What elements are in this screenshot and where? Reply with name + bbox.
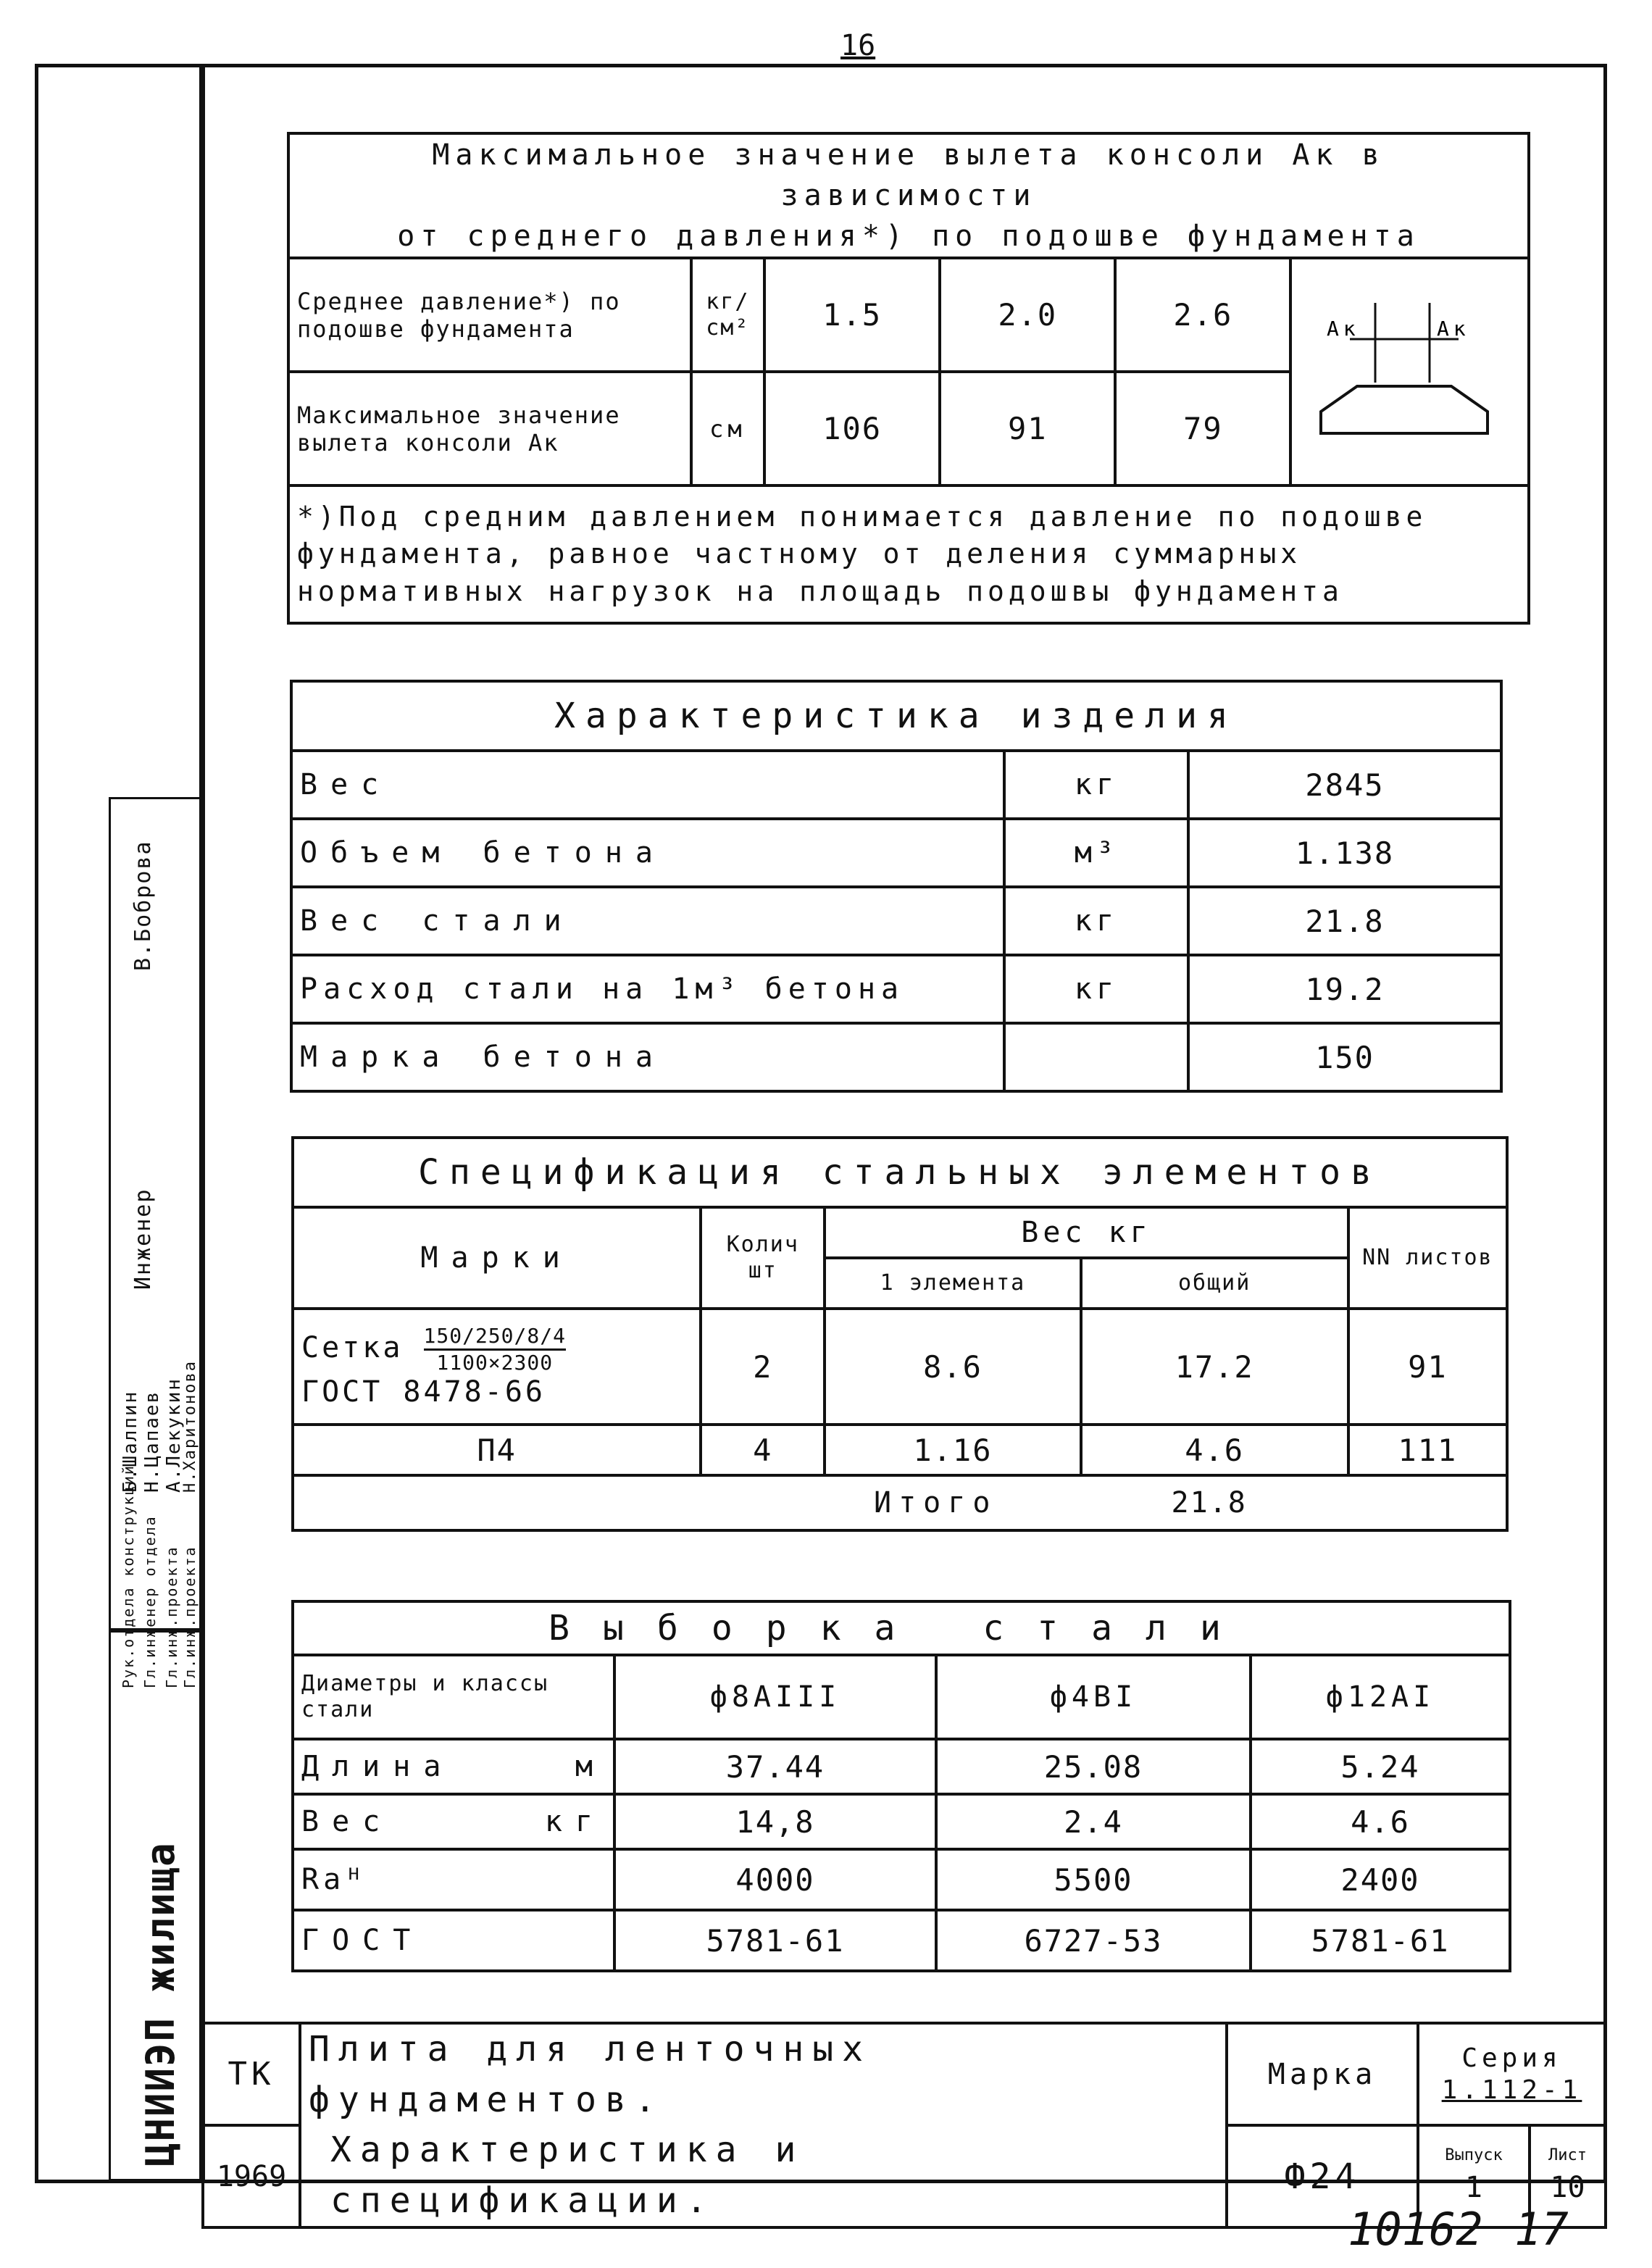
char-row-value: 150 (1188, 1023, 1501, 1091)
mesh-qty: 2 (701, 1309, 825, 1425)
sidebar-engineer-name: В.Боброва (130, 840, 156, 971)
stamp-year: 1969 (203, 2125, 300, 2227)
char-row-value: 2845 (1188, 751, 1501, 819)
char-row-label: Расход стали на 1м³ бетона (291, 955, 1004, 1023)
stamp-title-2: Характеристика и спецификации. (330, 2130, 805, 2221)
mesh-one: 8.6 (825, 1309, 1080, 1425)
sidebar-role-1: Рук.отдела конструкций (120, 1464, 137, 1688)
steel-cell: 2.4 (936, 1794, 1251, 1849)
stamp-seria (1418, 2023, 1606, 2125)
characteristics-title: Характеристика изделия (291, 681, 1501, 751)
diagram-label-left: Ак (1327, 317, 1361, 341)
sidebar-name-3: А.Лекукин (163, 1377, 185, 1493)
steel-col: ф4ВI (936, 1655, 1251, 1739)
steel-cell: 5.24 (1251, 1739, 1510, 1794)
stamp-vypusk-value: 1 (1464, 2171, 1482, 2205)
steel-row-label: Вес кг (293, 1794, 614, 1849)
pressure-value: 1.5 (764, 258, 940, 372)
steel-cell: 5500 (936, 1849, 1251, 1910)
col-weight: Вес кг (825, 1207, 1348, 1258)
bottom-number-left: 10162 (1348, 2203, 1483, 2256)
col-one-element: 1 элемента (825, 1258, 1080, 1309)
steel-cell: 5781-61 (1251, 1910, 1510, 1971)
stamp-vypusk-label: Выпуск (1445, 2146, 1503, 2165)
char-row-value: 19.2 (1188, 955, 1501, 1023)
steel-col: ф8АIII (614, 1655, 936, 1739)
steel-selection-table (291, 1600, 1511, 1972)
steel-row-label: Rаᴴ (293, 1849, 614, 1910)
console-table (287, 132, 1530, 625)
steel-cell: 14,8 (614, 1794, 936, 1849)
stamp-title (300, 2023, 1227, 2227)
char-row-unit: м³ (1004, 819, 1188, 887)
char-row-unit: кг (1004, 887, 1188, 955)
stamp-tk: ТК (203, 2023, 300, 2125)
steel-row-label: ГОСТ (293, 1910, 614, 1971)
steel-head-label: Диаметры и классы стали (293, 1655, 614, 1739)
p4-total: 4.6 (1081, 1425, 1348, 1475)
char-row-label: Вес (291, 751, 1004, 819)
char-row-unit (1004, 1023, 1188, 1091)
title-block (201, 2022, 1607, 2229)
steel-cell: 4.6 (1251, 1794, 1510, 1849)
console-table-title-1: Максимальное значение вылета консоли Ак в зависимости (432, 138, 1385, 212)
console-value: 106 (764, 372, 940, 485)
p4-qty: 4 (701, 1425, 825, 1475)
char-row-unit: кг (1004, 955, 1188, 1023)
col-total: общий (1081, 1258, 1348, 1309)
sidebar-role-2: Гл.инженер отдела (141, 1515, 159, 1688)
steel-cell: 2400 (1251, 1849, 1510, 1910)
mesh-name: Сетка (301, 1331, 404, 1364)
mesh-gost: ГОСТ 8478-66 (301, 1375, 546, 1409)
pressure-value: 2.0 (940, 258, 1115, 372)
total-label: Итого (874, 1486, 998, 1519)
steel-cell: 37.44 (614, 1739, 936, 1794)
console-unit: см (691, 372, 765, 485)
mesh-total: 17.2 (1081, 1309, 1348, 1425)
char-row-value: 1.138 (1188, 819, 1501, 887)
stamp-list-label: Лист (1548, 2146, 1587, 2165)
steel-cell: 25.08 (936, 1739, 1251, 1794)
mesh-sheet: 91 (1348, 1309, 1507, 1425)
steel-cell: 6727-53 (936, 1910, 1251, 1971)
col-sheets: NN листов (1348, 1207, 1507, 1309)
steel-selection-title: Выборка стали (293, 1601, 1510, 1655)
sidebar-org: ЦНИИЭП жилища (138, 1841, 183, 2167)
console-table-title-2: от среднего давления*) по подошве фундамента (397, 220, 1420, 253)
col-qty: Колич шт (701, 1207, 825, 1309)
char-row-value: 21.8 (1188, 887, 1501, 955)
console-value: 91 (940, 372, 1115, 485)
console-note: *)Под средним давлением понимается давление по подошве фундамента, равное частному от деления суммарных нормативных нагрузок на площадь подошвы фундамента (288, 485, 1529, 623)
steel-cell: 5781-61 (614, 1910, 936, 1971)
char-row-label: Марка бетона (291, 1023, 1004, 1091)
stamp-marka-label: Марка (1227, 2023, 1418, 2125)
foundation-diagram (1292, 259, 1509, 477)
char-row-unit: кг (1004, 751, 1188, 819)
sidebar-name-1: Б.Шалпин (120, 1390, 141, 1493)
pressure-unit: кг/см² (691, 258, 765, 372)
console-value: 79 (1115, 372, 1290, 485)
char-row-label: Объем бетона (291, 819, 1004, 887)
col-marks: Марки (293, 1207, 701, 1309)
p4-mark: П4 (293, 1425, 701, 1475)
page-number: 16 (840, 29, 876, 62)
diagram-label-right: Ак (1437, 317, 1471, 341)
steel-cell: 4000 (614, 1849, 936, 1910)
steel-spec-table (291, 1136, 1509, 1532)
p4-sheet: 111 (1348, 1425, 1507, 1475)
pressure-value: 2.6 (1115, 258, 1290, 372)
mesh-mark (293, 1309, 701, 1425)
sidebar-name-4: Н.Харитонова (181, 1360, 199, 1493)
bottom-number-right: 17 (1514, 2203, 1569, 2256)
p4-one: 1.16 (825, 1425, 1080, 1475)
stamp-title-1: Плита для ленточных фундаментов. (309, 2029, 872, 2120)
mesh-frac-bottom: 1100×2300 (436, 1350, 554, 1375)
steel-col: ф12АI (1251, 1655, 1510, 1739)
console-label: Максимальное значение вылета консоли Ак (288, 372, 691, 485)
stamp-seria-label: Серия (1461, 2043, 1562, 2074)
sidebar-engineer-role: Инженер (130, 1188, 156, 1290)
consol-diagram-cell (1290, 258, 1529, 485)
stamp-seria-value: 1.112-1 (1441, 2075, 1582, 2105)
sidebar-role-4: Гл.инж.проекта (181, 1546, 199, 1688)
characteristics-table (290, 680, 1503, 1093)
sidebar-role-3: Гл.инж.проекта (163, 1546, 180, 1688)
steel-row-label: Длина м (293, 1739, 614, 1794)
stamp-list-value: 10 (1550, 2171, 1585, 2205)
pressure-label: Среднее давление*) по подошве фундамента (288, 258, 691, 372)
mesh-frac-top: 150/250/8/4 (424, 1324, 566, 1351)
total-value: 21.8 (1171, 1486, 1247, 1519)
stamp-marka-value: Ф24 (1227, 2125, 1418, 2227)
sidebar-name-2: Н.Цапаев (141, 1390, 163, 1493)
char-row-label: Вес стали (291, 887, 1004, 955)
steel-spec-title: Спецификация стальных элементов (293, 1138, 1507, 1207)
